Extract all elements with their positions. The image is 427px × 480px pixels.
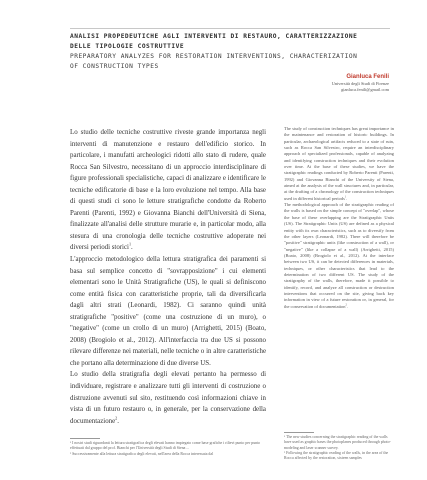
header-rule [70, 28, 390, 29]
author-block [189, 73, 389, 92]
footnote-rule [70, 438, 100, 439]
footnote: ² Successivamente alla lettura stratigrafica degli elevati, nell'area della Rocca interessata dal [70, 451, 214, 456]
footnote: ¹ I nostri studi riguardanti la lettura stratigrafica degli elevati hanno impiegato come base grafiche i rilievi punto per punto effettuati dal gruppo del prof. Bianchi per l'Università degli Studi di Siena ... [70, 441, 261, 451]
footnote: ² Following the stratigraphic reading of the walls, in the area of the Rocca affected by the restoration, sixteen samples [284, 450, 389, 461]
footnote-ref[interactable]: 2 [345, 303, 347, 307]
paper-title-italian: ANALISI PROPEDEUTICHE AGLI INTERVENTI DI RESTAURO, CARATTERIZZAZIONE DELLE TIPOLOGIE COSTRUTTIVE [70, 33, 358, 50]
italian-text-column [70, 127, 266, 427]
title-block [70, 32, 390, 71]
paper-title-english: PREPARATORY ANALYZES FOR RESTORATION INTERVENTIONS, CHARACTERIZATION OF CONSTRUCTION TYPES [70, 53, 358, 70]
author-name: Gianluca Fenili [346, 74, 389, 80]
english-footnotes [284, 432, 394, 461]
footnote: ¹ The new studies concerning the stratigraphic reading of the walls have used as graphic bases the photoplanes produced through photo-modeling and laser scanner survey. [284, 435, 391, 450]
italian-paragraph: Lo studio delle tecniche costruttive riveste grande importanza negli interventi di manutenzione e restauro dell'edificio storico. In particolare, i manufatti archeologici ridotti allo stato di rudere, quale Rocca San Silvestro, necessitano di un approccio interdisciplinare di figure professionali specialistiche, capaci di analizzare e identificare le tecniche edificatorie di base e la loro evoluzione nel tempo. Alla base di questi studi ci sono le letture stratigrafiche condotte da Roberto Parenti (Parenti, 1992) e Giovanna Bianchi dell'Università di Siena, finalizzate all'analisi delle strutture murarie e, in particolar modo, alla stesura di una cronologia delle tecniche costruttive adoperate nei diversi periodi storici$^1$. [70, 129, 266, 252]
footnote-ref[interactable]: 1 [344, 195, 347, 199]
author-email[interactable]: gianluca.fenili@gmail.com [341, 86, 389, 92]
footnote-ref[interactable]: 2 [115, 415, 118, 421]
english-paragraph: The methodological approach of the stratigraphic reading of the walls is based on the simple concept of "overlap", whose the base of these overlapping are the Stratigraphic Units (US). The Stratigraphic Units (US) are defined as a physical entity with its own characteristics, such as to diversify from the other layers (Leonardi, 1982). There will therefore be "positive" stratigraphic units (like construction of a wall), or "negative" (like a collapse of a wall) (Arrighetti, 2015) (Boato, 2008) (Brogiolo et al., 2012). At the interface between two US, it can be detected differences in materials, techniques, or other characteristics that lead to the determination of two different US. The study of the stratigraphy of the walls, therefore, made it possible to identify, record, and analyze all construction or destruction interventions that occurred on the site, giving back key information in view of a future restoration or, in general, for the conservation of documentation$^2$. [284, 202, 394, 309]
footnote-rule [284, 432, 314, 433]
english-paragraph: The study of construction techniques has great importance in the maintenance and restoration of historic buildings. In particular, archaeological artifacts reduced to a state of ruin, such as Rocca San Silvestro, require an interdisciplinary approach of specialized professionals, capable of analyzing and identifying construction techniques and their evolution over time. At the base of these studies, we have the stratigraphic readings conducted by Roberto Parenti (Parenti, 1992) and Giovanna Bianchi of the University of Siena, aimed at the analysis of the wall structures and, in particular, at the drafting of a chronology of the construction techniques used in different historical periods$^1$. [284, 126, 394, 201]
italian-paragraph: Lo studio della stratigrafia degli elevati pertanto ha permesso di individuare, registrare e analizzare tutti gli interventi di costruzione o distruzione avvenuti sul sito, restituendo così informazioni chiave in vista di un futuro restauro o, in generale, per la conservazione della documentazione$^2$. [70, 371, 266, 425]
italian-footnotes [70, 438, 266, 457]
english-text-column [284, 126, 394, 310]
footnote-ref[interactable]: 1 [128, 242, 132, 248]
italian-paragraph: L'approccio metodologico della lettura stratigrafica dei paramenti si basa sul semplice concetto di "sovrapposizione" i cui elementi elementari sono le Unità Stratigrafiche (US), le quali si definiscono come entità fisica con caratteristiche proprie, tali da diversificarla dagli altri strati (Leonardi, 1982). Ci saranno quindi unità stratigrafiche "positive" (come una costruzione di un muro), o "negative" (come un crollo di un muro) (Arrighetti, 2015) (Boato, 2008) (Brogiolo et al., 2012). All'interfaccia tra due US si possono rilevare differenze nei materiali, nelle tecniche o in altre caratteristiche che portano alla determinazione di due diverse US. [70, 256, 266, 367]
author-affiliation: Università degli Studi di Firenze [331, 81, 389, 86]
